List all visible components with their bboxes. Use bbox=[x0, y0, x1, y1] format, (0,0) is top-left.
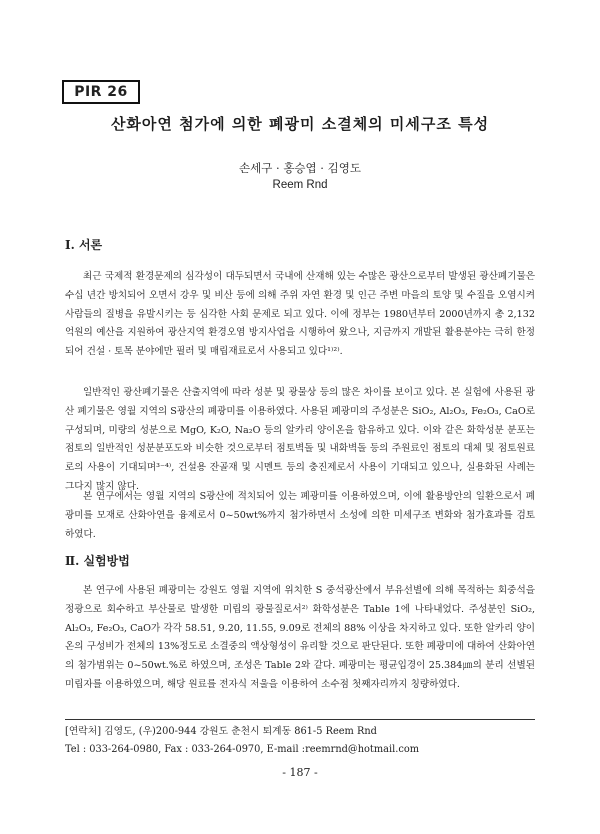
page-number: - 187 - bbox=[282, 766, 318, 779]
intro-paragraph-3: 본 연구에서는 영월 지역의 S광산에 적치되어 있는 폐광미를 이용하였으며, 이에 활용방안의 일환으로서 폐광미를 모재로 산화아연을 융제로서 0~50wt%까지 첨가하면서 소성에 의한 미세구조 변화와 첨가효과를 검토하였다. bbox=[65, 491, 535, 540]
paper-title: 산화아연 첨가에 의한 폐광미 소결체의 미세구조 특성 bbox=[110, 115, 490, 133]
footnote-divider bbox=[65, 719, 535, 720]
intro-paragraph-2: 일반적인 광산폐기물은 산출지역에 따라 성분 및 광물상 등의 많은 차이를 보이고 있다. 본 실험에 사용된 광산 폐기물은 영월 지역의 S광산의 폐광미를 이용하였다. 사용된 폐광미의 주성분은 SiO₂, Al₂O₃, Fe₂O₃, CaO로 구성되며, 미량의 성분으로 MgO, K₂O, Na₂O 등의 알카리 양이온을 함유하고 있다. 이와 같은 화학성분 분포는 점토의 일반적인 성분분포도와 비슷한 것으로부터 점토벽돌 및 내화벽돌 등의 주원료인 점토의 대체 및 점토원료로의 사용이 기대되며³⁻⁴⁾, 건설용 잔골재 및 시멘트 등의 충진제로서 사용이 기대되고 있으나, 실용화된 사례는 그다지 많지 않다. bbox=[65, 387, 535, 492]
contact-line-1: [연락처] 김영도, (우)200-944 강원도 춘천시 퇴계동 861-5 Reem Rnd bbox=[65, 726, 377, 737]
methods-paragraph-1: 본 연구에 사용된 폐광미는 강원도 영월 지역에 위치한 S 중석광산에서 부유선별에 의해 목적하는 회중석을 정광으로 회수하고 부산물로 발생한 미립의 광물질로서²⁾ 화학성분은 Table 1에 나타내었다. 주성분인 SiO₂, Al₂O₃, Fe₂O₃, CaO가 각각 58.51, 9.20, 11.55, 9.09로 전체의 88% 이상을 차지하고 있다. 또한 알카리 양이온의 구성비가 전체의 13%정도로 소결중의 액상형성이 유리할 것으로 판단된다. 또한 폐광미에 대하여 산화아연의 첨가범위는 0~50wt.%로 하였으며, 조성은 Table 2와 같다. 폐광미는 평균입경이 25.384㎛의 분리 선별된 미립자를 이용하였으며, 해당 원료를 전자식 저울을 이용하여 소수점 첫째자리까지 칭량하였다. bbox=[65, 585, 536, 690]
section-heading-methods: Ⅱ. 실험방법 bbox=[65, 554, 130, 568]
contact-line-2: Tel : 033-264-0980, Fax : 033-264-0970, E-mail :reemrnd@hotmail.com bbox=[65, 744, 420, 755]
affiliation: Reem Rnd bbox=[272, 179, 328, 191]
section-heading-introduction: Ⅰ. 서론 bbox=[65, 238, 103, 252]
session-tag: PIR 26 bbox=[62, 80, 140, 104]
authors: 손세구 · 홍승엽 · 김영도 bbox=[239, 161, 361, 175]
intro-paragraph-1: 최근 국제적 환경문제의 심각성이 대두되면서 국내에 산재해 있는 수많은 광산으로부터 발생된 광산폐기물은 수십 년간 방치되어 오면서 강우 및 비산 등에 의해 주위 자연 환경 및 인근 주변 마을의 토양 및 수질을 오염시켜 사람들의 질병을 유발시키는 등 심각한 사회 문제로 되고 있다. 이에 정부는 1980년부터 2000년까지 총 2,132억원의 예산을 지원하여 광산지역 환경오염 방지사업을 시행하여 왔으나, 지금까지 개발된 활용분야는 극히 한정되어 건설 · 토목 분야에만 필러 및 매립재료로서 사용되고 있다¹⁾²⁾. bbox=[65, 271, 535, 358]
